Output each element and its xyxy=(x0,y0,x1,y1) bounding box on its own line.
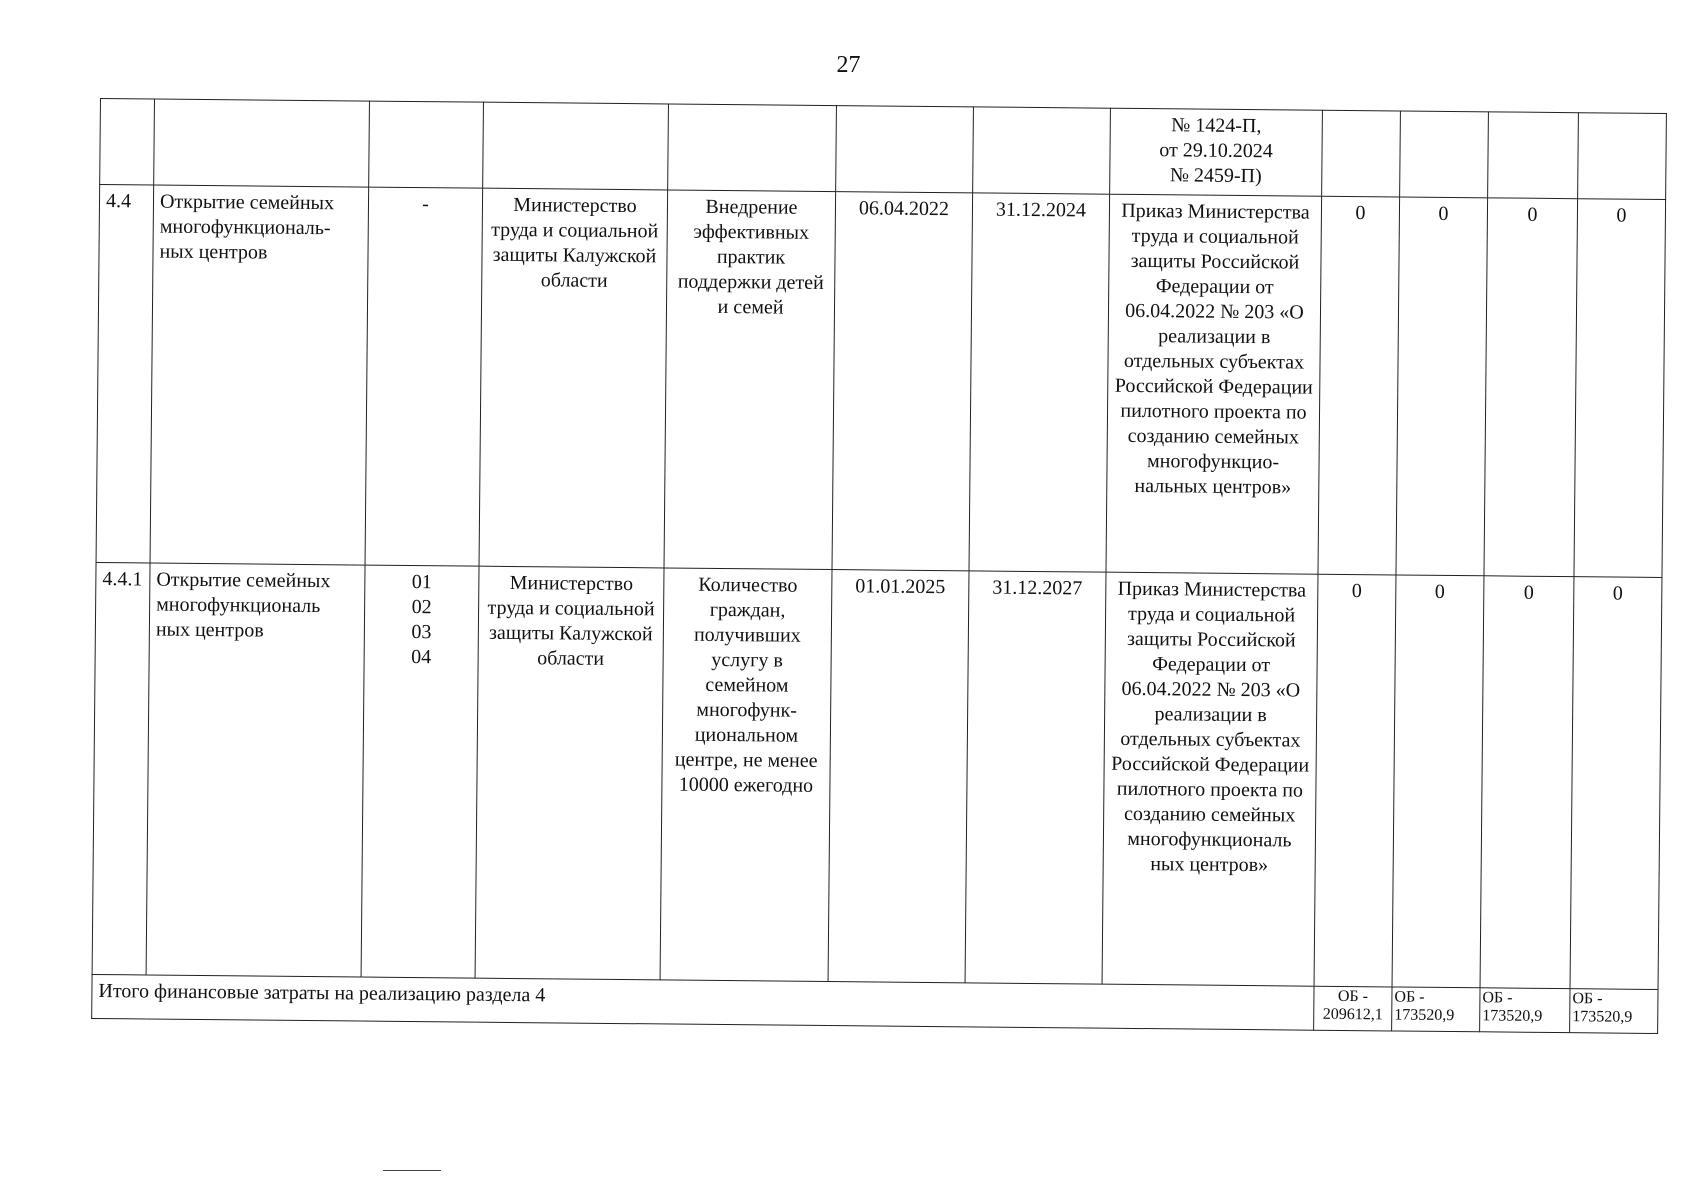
cell-basis: Приказ Министерства труда и социальной защиты Российской Федерации от 06.04.2022 № 203 «О реализации в отдельных субъектах Российской Федерации пилотного проекта по созданию семейных многофункциональ ных центров» xyxy=(1102,572,1318,986)
page-number: 27 xyxy=(836,52,861,78)
cell-fin-1 xyxy=(1322,110,1401,197)
cell-name: Открытие семейных многофункциональ ных центров xyxy=(146,563,365,977)
cell-codes: - xyxy=(365,187,483,566)
cell-num: 4.4.1 xyxy=(92,562,150,974)
total-fin-2: ОБ - 173520,9 xyxy=(1392,987,1480,1032)
cell-codes: 01 02 03 04 xyxy=(361,565,479,978)
cell-executor xyxy=(483,102,669,190)
cell-fin-4: 0 xyxy=(1570,577,1662,990)
cell-name: Открытие семейных многофункциональ-ных центров xyxy=(150,185,369,565)
cell-num xyxy=(100,99,155,186)
cell-name xyxy=(154,99,370,187)
cell-fin-2 xyxy=(1400,111,1489,198)
program-table xyxy=(91,98,1667,1034)
cell-start: 01.01.2025 xyxy=(828,570,969,983)
cell-fin-1: 0 xyxy=(1314,574,1396,987)
cell-result: Внедрение эффективных практик поддержки детей и семей xyxy=(664,190,836,570)
cell-fin-3: 0 xyxy=(1484,198,1578,577)
cell-fin-3: 0 xyxy=(1480,576,1574,989)
cell-fin-2: 0 xyxy=(1392,575,1484,988)
cell-end: 31.12.2027 xyxy=(965,571,1106,984)
cell-fin-3 xyxy=(1488,112,1579,199)
cell-result xyxy=(668,104,837,192)
footer-divider xyxy=(383,1170,441,1171)
cell-fin-1: 0 xyxy=(1318,196,1400,575)
program-table-sheet xyxy=(91,98,1667,1034)
total-fin-3: ОБ - 173520,9 xyxy=(1480,988,1570,1033)
cell-start xyxy=(836,106,974,193)
cell-result: Количество граждан, получивших услугу в семейном многофунк-циональном центре, не менее 10000 ежегодно xyxy=(660,568,832,982)
cell-fin-4 xyxy=(1578,113,1667,200)
total-fin-4: ОБ - 173520,9 xyxy=(1570,989,1658,1034)
table-row xyxy=(92,562,1662,989)
total-fin-1: ОБ - 209612,1 xyxy=(1314,986,1392,1031)
cell-end: 31.12.2024 xyxy=(969,193,1110,572)
table-row xyxy=(96,185,1666,578)
cell-num: 4.4 xyxy=(96,185,154,564)
total-label: Итого финансовые затраты на реализацию раздела 4 xyxy=(92,974,1314,1030)
table-row-continuation xyxy=(100,99,1667,200)
cell-executor: Министерство труда и социальной защиты Калужской области xyxy=(479,188,668,568)
cell-fin-2: 0 xyxy=(1396,197,1488,576)
cell-executor: Министерство труда и социальной защиты Калужской области xyxy=(475,566,664,980)
cell-basis: Приказ Министерства труда и социальной защиты Российской Федерации от 06.04.2022 № 203 «О реализации в отдельных субъектах Российской Федерации пилотного проекта по созданию семейных многофункцио-нальных центров» xyxy=(1106,194,1322,574)
cell-codes xyxy=(369,101,484,188)
cell-end xyxy=(973,107,1111,194)
cell-start: 06.04.2022 xyxy=(832,192,973,571)
cell-basis-continuation: № 1424-П, от 29.10.2024 № 2459-П) xyxy=(1110,108,1323,196)
cell-fin-4: 0 xyxy=(1574,199,1666,578)
